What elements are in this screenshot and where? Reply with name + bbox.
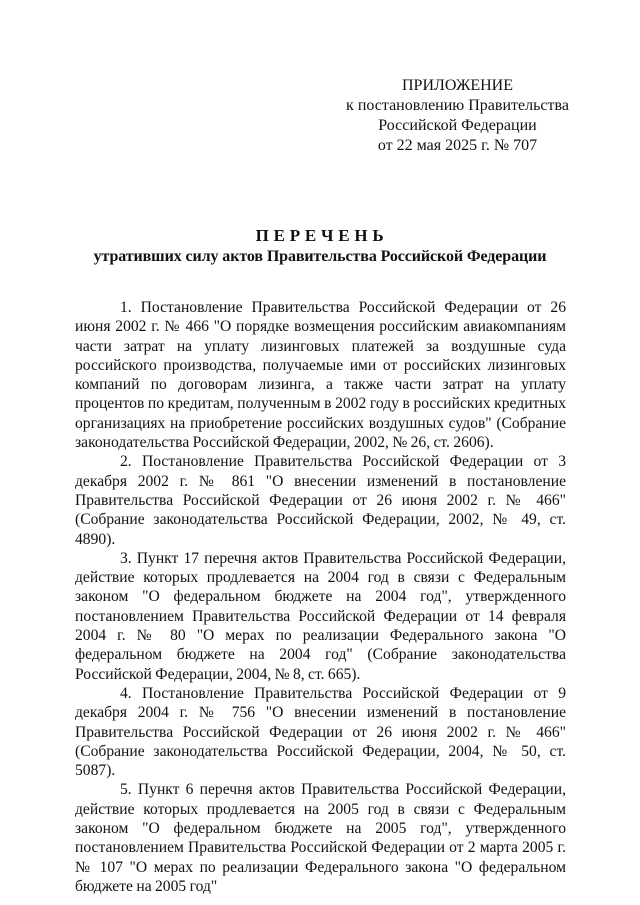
document-title: ПЕРЕЧЕНЬ <box>255 226 389 245</box>
list-item-4: 4. Постановление Правительства Российской Федерации от 9 декабря 2004 г. № 756 "О внесении изменений в постановление Правительства Российской Федерации от 26 июня 2002 г. № 466" (Собрание законодательства Российской Федерации, 2004, № 50, ст. 5087). <box>75 684 566 780</box>
appendix-date-number: от 22 мая 2025 г. № 707 <box>377 137 538 154</box>
appendix-resolution-ref: к постановлению Правительства <box>346 97 569 114</box>
list-item-5: 5. Пункт 6 перечня актов Правительства Российской Федерации, действие которых продлевается на 2005 год в связи с Федеральным законом "О федеральном бюджете на 2005 год", утвержденного постановлением Правительства Российской Федерации от 2 марта 2005 г. № 107 "О мерах по реализации Федерального закона "О федеральном бюджете на 2005 год" <box>75 781 566 895</box>
appendix-authority: Российской Федерации <box>378 117 537 134</box>
appendix-label: ПРИЛОЖЕНИЕ <box>401 77 513 94</box>
list-item-1: 1. Постановление Правительства Российской Федерации от 26 июня 2002 г. № 466 "О порядке возмещения российским авиакомпаниям части затрат на уплату лизинговых платежей за воздушные суда российского производства, получаемые ими от российских лизинговых компаний по договорам лизинга, а также части затрат на уплату процентов по кредитам, полученным в 2002 году в российских кредитных организациях на приобретение российских воздушных судов" (Собрание законодательства Российской Федерации, 2002, № 26, ст. 2606). <box>75 299 566 452</box>
list-item-2: 2. Постановление Правительства Российской Федерации от 3 декабря 2002 г. № 861 "О внесении изменений в постановление Правительства Российской Федерации от 26 июня 2002 г. № 466" (Собрание законодательства Российской Федерации, 2002, № 49, ст. 4890). <box>75 453 566 548</box>
list-item-3: 3. Пункт 17 перечня актов Правительства Российской Федерации, действие которых продлевается на 2004 год в связи с Федеральным законом "О федеральном бюджете на 2004 год", утвержденного постановлением Правительства Российской Федерации от 14 февраля 2004 г. № 80 "О мерах по реализации Федерального закона "О федеральном бюджете на 2004 год" (Собрание законодательства Российской Федерации, 2004, № 8, ст. 665). <box>75 549 566 683</box>
acts-list <box>75 298 566 896</box>
appendix-header <box>345 76 570 156</box>
document-subtitle: утративших силу актов Правительства Российской Федерации <box>93 248 547 265</box>
